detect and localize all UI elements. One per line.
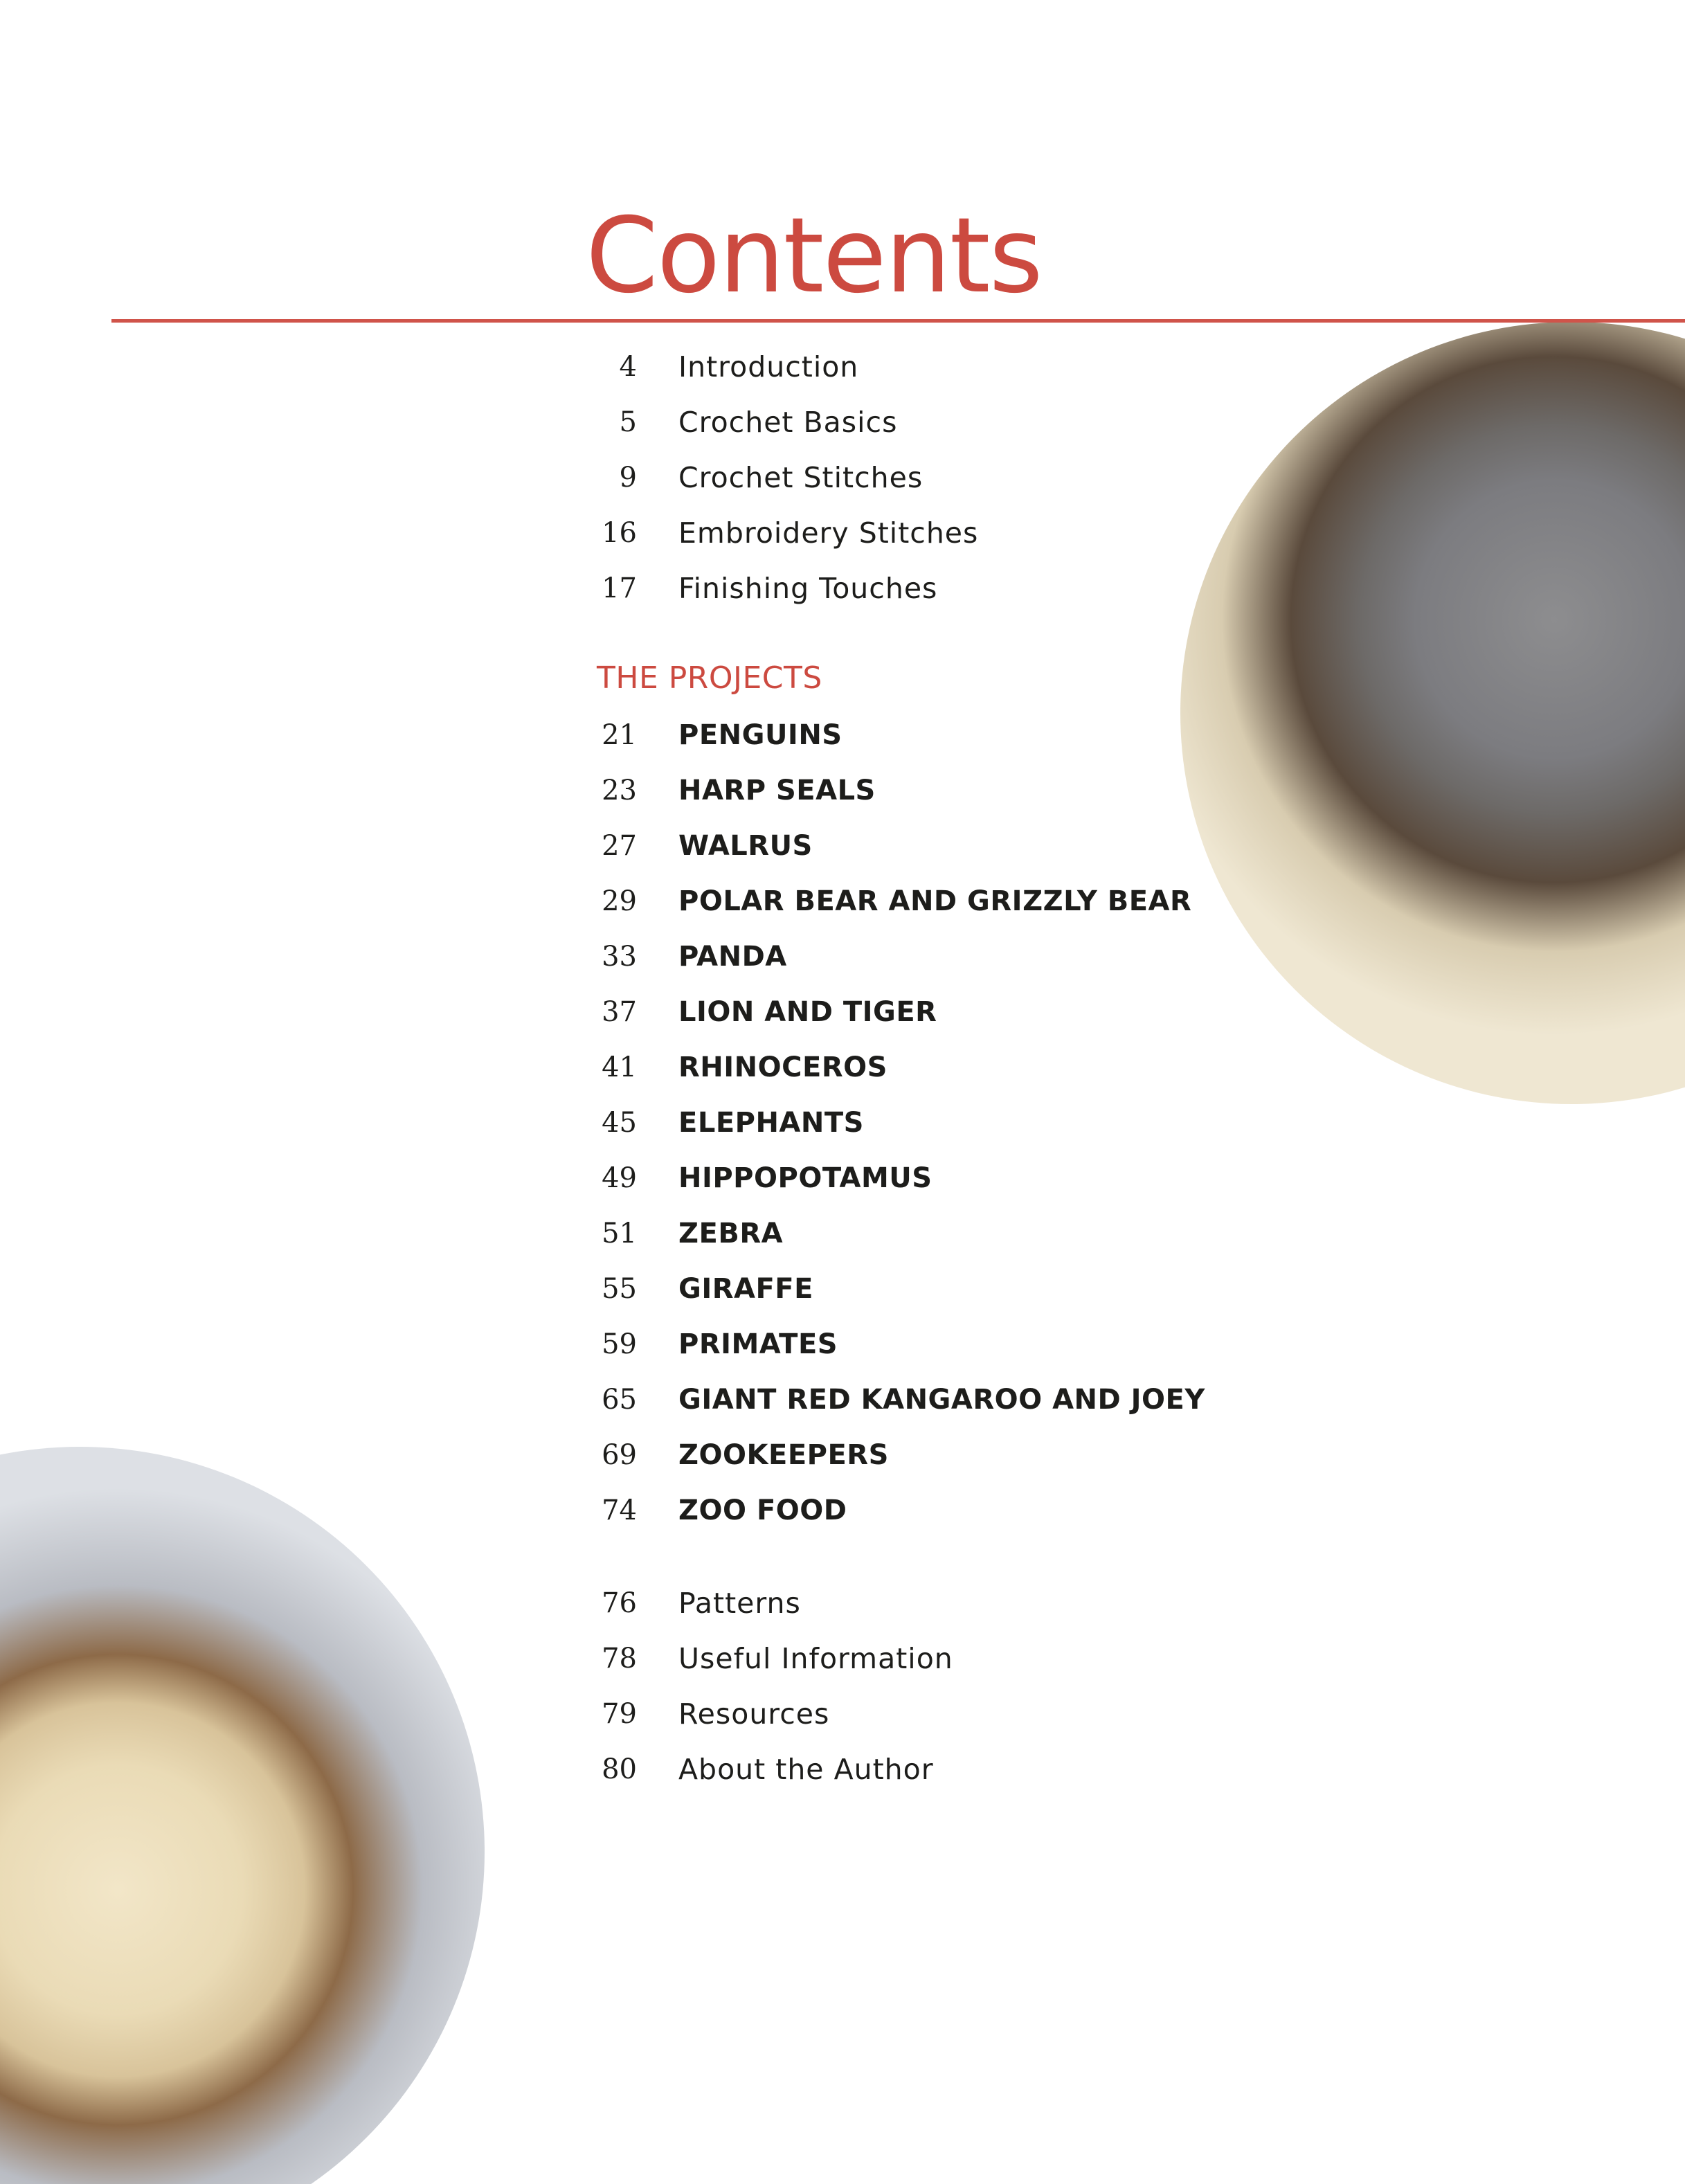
page-title: Contents: [586, 196, 1042, 316]
page-number: 76: [602, 1587, 637, 1619]
toc-entry[interactable]: [0, 991, 1246, 1033]
page-number: 49: [602, 1162, 637, 1194]
page-number: 65: [602, 1384, 637, 1416]
page-number: 59: [602, 1328, 637, 1360]
toc-entry[interactable]: [0, 1102, 1246, 1144]
toc-entry[interactable]: [0, 512, 1246, 554]
entry-title: POLAR BEAR AND GRIZZLY BEAR: [678, 885, 1192, 917]
toc-entry[interactable]: [0, 1693, 1246, 1735]
entry-title: Introduction: [678, 350, 859, 383]
toc-entry[interactable]: [0, 825, 1246, 867]
entry-title: PANDA: [678, 941, 787, 973]
toc-entry[interactable]: [0, 457, 1246, 498]
entry-title: HARP SEALS: [678, 775, 876, 806]
entry-title: HIPPOPOTAMUS: [678, 1162, 932, 1194]
page-number: 17: [602, 572, 637, 604]
entry-title: RHINOCEROS: [678, 1052, 887, 1083]
entry-title: PRIMATES: [678, 1328, 838, 1360]
entry-title: PENGUINS: [678, 719, 842, 751]
toc-entry[interactable]: [0, 1490, 1246, 1531]
toc-entry[interactable]: [0, 936, 1246, 977]
entry-title: About the Author: [678, 1753, 934, 1786]
entry-title: ZEBRA: [678, 1218, 784, 1249]
toc-entry[interactable]: [0, 346, 1246, 388]
page-number: 27: [602, 830, 637, 862]
page-number: 78: [602, 1643, 637, 1675]
page-number: 21: [602, 719, 637, 751]
entry-title: Resources: [678, 1697, 830, 1731]
toc-entry[interactable]: [0, 1749, 1246, 1790]
page-number: 69: [602, 1439, 637, 1471]
page-number: 45: [602, 1107, 637, 1139]
page-number: 5: [619, 406, 637, 438]
toc-entry[interactable]: [0, 1047, 1246, 1088]
page-number: 51: [602, 1218, 637, 1249]
page-number: 29: [602, 885, 637, 917]
toc-entry[interactable]: [0, 770, 1246, 811]
page-number: 9: [619, 462, 637, 494]
entry-title: Crochet Basics: [678, 406, 898, 439]
entry-title: WALRUS: [678, 830, 813, 862]
title-rule: [111, 319, 1685, 323]
page-number: 74: [602, 1495, 637, 1526]
entry-title: ZOOKEEPERS: [678, 1439, 889, 1471]
toc-entry[interactable]: [0, 401, 1246, 443]
page-number: 80: [602, 1753, 637, 1785]
entry-title: Finishing Touches: [678, 572, 938, 605]
toc-entry[interactable]: [0, 1157, 1246, 1199]
toc-entry[interactable]: [0, 568, 1246, 609]
toc-entry[interactable]: [0, 1434, 1246, 1476]
entry-title: GIANT RED KANGAROO AND JOEY: [678, 1384, 1205, 1416]
entry-title: ELEPHANTS: [678, 1107, 864, 1139]
toc-entry[interactable]: [0, 1268, 1246, 1310]
toc-entry[interactable]: [0, 1213, 1246, 1254]
entry-title: ZOO FOOD: [678, 1495, 847, 1526]
toc-entry[interactable]: [0, 1324, 1246, 1365]
page-number: 16: [602, 517, 637, 549]
page-number: 23: [602, 775, 637, 806]
page-number: 4: [619, 351, 637, 383]
toc-entry[interactable]: [0, 1379, 1246, 1420]
polar-bear-photo: [0, 1447, 485, 2184]
toc-entry[interactable]: [0, 714, 1246, 756]
page-number: 37: [602, 996, 637, 1028]
toc-entry[interactable]: [0, 1582, 1246, 1624]
toc-entry[interactable]: [0, 1638, 1246, 1679]
page-number: 55: [602, 1273, 637, 1305]
entry-title: GIRAFFE: [678, 1273, 813, 1305]
page-number: 41: [602, 1052, 637, 1083]
entry-title: Crochet Stitches: [678, 461, 923, 494]
elephant-photo: [1180, 322, 1685, 1104]
toc-entry[interactable]: [0, 881, 1246, 922]
page-number: 33: [602, 941, 637, 973]
entry-title: LION AND TIGER: [678, 996, 937, 1028]
projects-heading: THE PROJECTS: [597, 660, 822, 696]
entry-title: Embroidery Stitches: [678, 516, 979, 550]
page-number: 79: [602, 1698, 637, 1730]
entry-title: Useful Information: [678, 1642, 953, 1675]
entry-title: Patterns: [678, 1587, 801, 1620]
